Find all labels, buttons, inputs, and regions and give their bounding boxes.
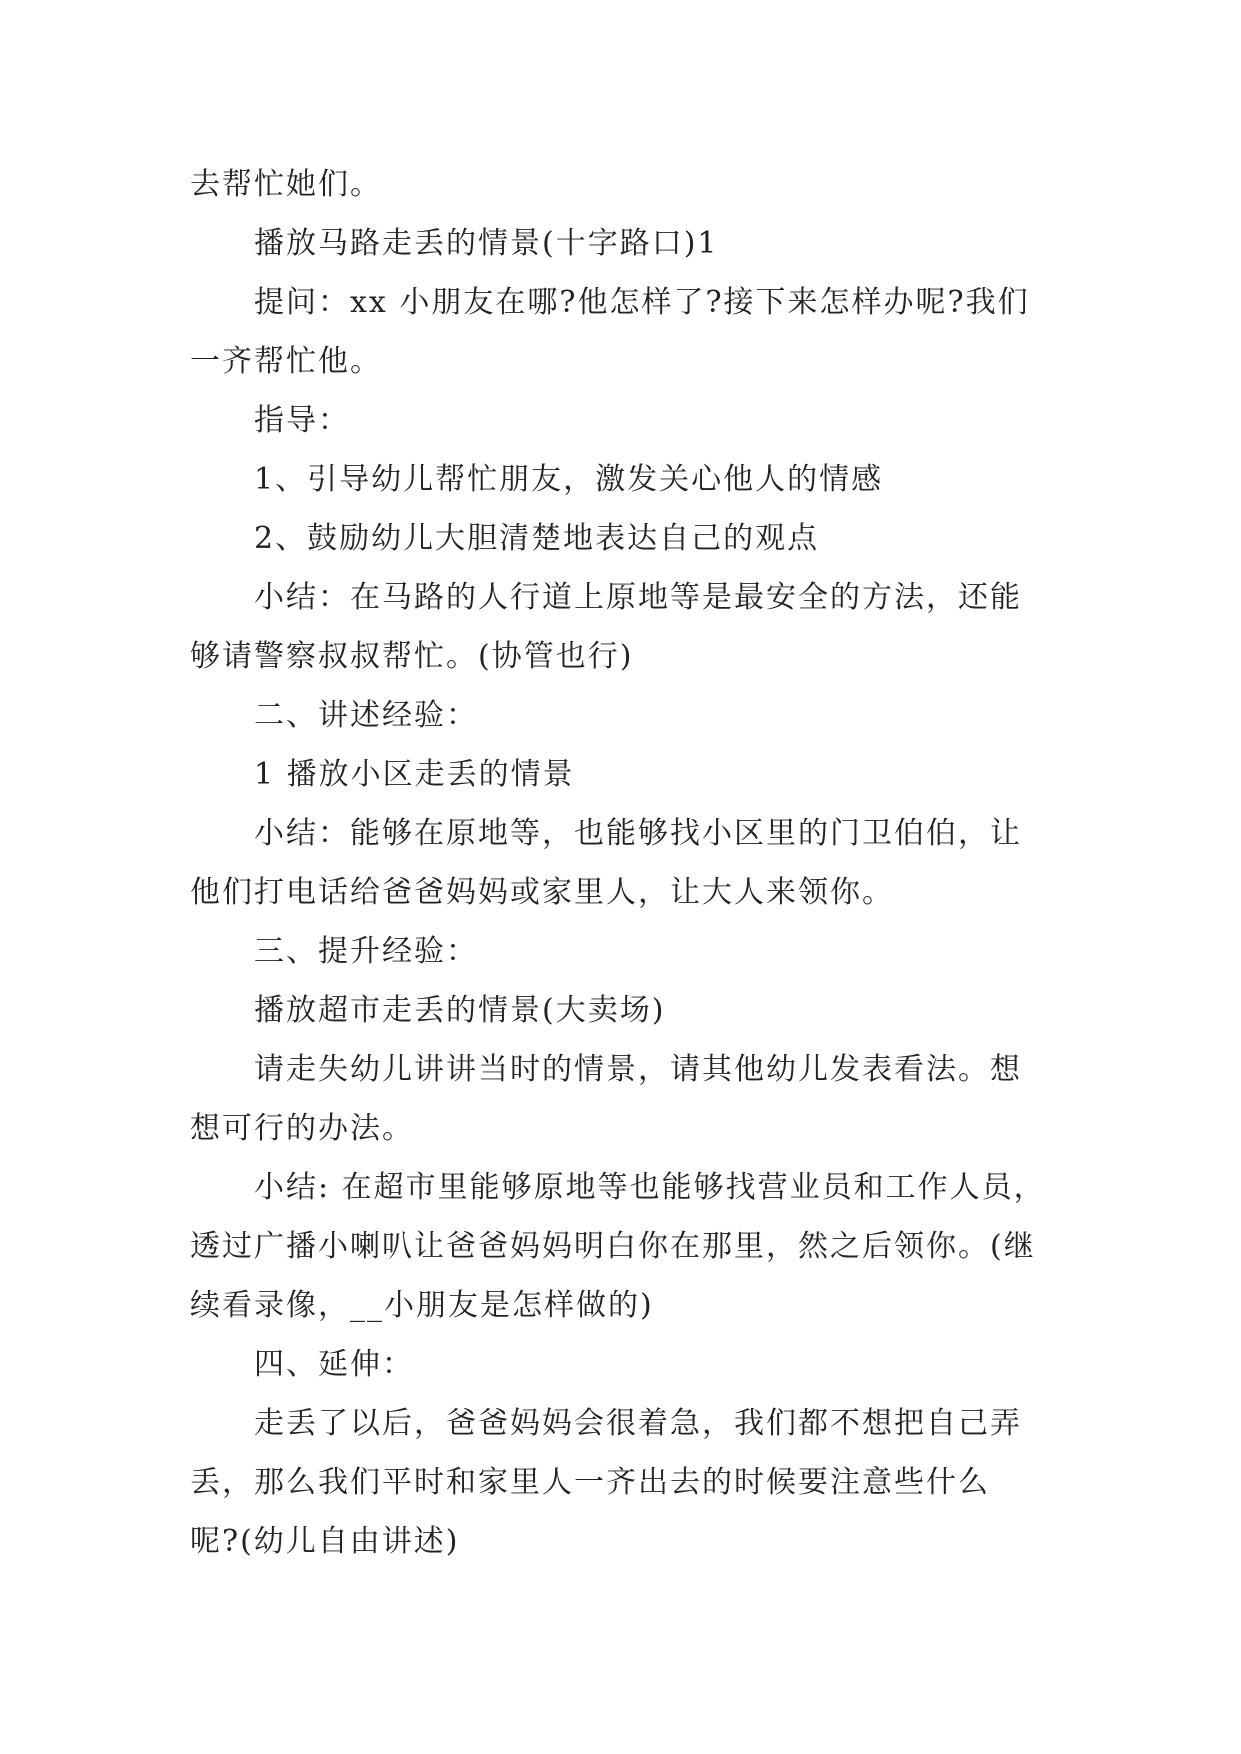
text-line: 2、鼓励幼儿大胆清楚地表达自己的观点	[254, 521, 820, 556]
text-line: 丢，那么我们平时和家里人一齐出去的时候要注意些什么	[190, 1465, 990, 1500]
document-body	[190, 155, 1052, 1571]
text-line: 播放超市走丢的情景(大卖场)	[254, 993, 666, 1028]
text-line: 1 播放小区走丢的情景	[254, 757, 575, 792]
text-line: 透过广播小喇叭让爸爸妈妈明白你在那里，然之后领你。(继	[190, 1229, 1036, 1264]
text-line: 播放马路走丢的情景(十字路口)1	[254, 226, 719, 261]
text-line: 小结：在马路的人行道上原地等是最安全的方法，还能	[254, 580, 1022, 615]
text-line: 小结：能够在原地等，也能够找小区里的门卫伯伯，让	[254, 816, 1022, 851]
text-line: 呢?(幼儿自由讲述)	[190, 1524, 460, 1559]
section-heading: 三、提升经验：	[254, 934, 478, 969]
text-line: 想可行的办法。	[190, 1111, 414, 1146]
text-line: 够请警察叔叔帮忙。(协管也行)	[190, 639, 634, 674]
section-heading: 二、讲述经验：	[254, 698, 478, 733]
text-line: 一齐帮忙他。	[190, 344, 382, 379]
text-line: 请走失幼儿讲讲当时的情景，请其他幼儿发表看法。想	[254, 1052, 1022, 1087]
text-line: 去帮忙她们。	[190, 167, 382, 202]
text-line: 走丢了以后，爸爸妈妈会很着急，我们都不想把自己弄	[254, 1406, 1022, 1441]
text-line: 小结: 在超市里能够原地等也能够找营业员和工作人员，	[254, 1170, 1046, 1205]
text-line: 提问：xx 小朋友在哪?他怎样了?接下来怎样办呢?我们	[254, 285, 1030, 320]
text-line: 1、引导幼儿帮忙朋友，激发关心他人的情感	[254, 462, 884, 497]
text-line: 他们打电话给爸爸妈妈或家里人，让大人来领你。	[190, 875, 894, 910]
text-line: 续看录像，__小朋友是怎样做的)	[190, 1288, 654, 1323]
section-heading: 四、延伸：	[254, 1347, 414, 1382]
text-line: 指导：	[254, 403, 350, 438]
